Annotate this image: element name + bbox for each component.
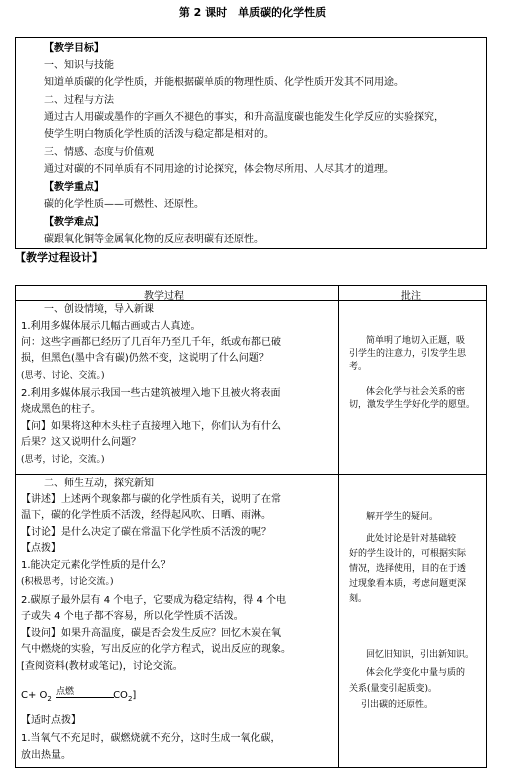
key-points-header: 【教学重点】 <box>44 182 104 193</box>
s2-line-9: 【设问】如果升高温度，碳是否会发生反应？回忆木炭在氧 <box>21 628 281 639</box>
s1-note-1: 简单明了地切入正题，吸 <box>366 336 466 346</box>
s2-line-14: 放出热量。 <box>21 750 71 761</box>
s2-note-3: 好的学生设计的，可根据实际 <box>349 549 467 559</box>
objectives-header: 【教学目标】 <box>44 43 104 54</box>
equation-condition: 点燃 <box>56 687 75 697</box>
process-method-text-1: 通过古人用碳或墨作的字画久不褪色的事实，和升高温度碳也能发生化学反应的实验探究， <box>44 112 444 123</box>
emotion-title: 三、情感、态度与价值观 <box>44 147 154 158</box>
s1-line-9: (思考，讨论，交流。) <box>21 455 105 465</box>
process-section-title: 【教学过程设计】 <box>15 251 103 264</box>
s2-line-11: [查阅资料(教材或笔记)，讨论交流。 <box>21 661 183 672</box>
s1-title: 一、创设情境，导入新课 <box>44 304 154 315</box>
s1-note-2: 引学生的注意力，引发学生思 <box>349 349 467 359</box>
s2-line-6: (积极思考，讨论交流。) <box>21 577 114 587</box>
knowledge-title: 一、知识与技能 <box>44 60 114 71</box>
s1-line-5: 2.利用多媒体展示我国一些古建筑被埋入地下且被火将表面 <box>21 388 281 399</box>
s1-line-8: 后果？这又说明什么问题？ <box>21 437 141 448</box>
difficulty-header: 【教学难点】 <box>44 217 104 228</box>
s2-note-6: 刻。 <box>349 594 368 604</box>
s1-line-6: 烧成黑色的柱子。 <box>21 404 101 415</box>
s2-note-10: 引出碳的还原性。 <box>361 700 434 710</box>
s2-line-8: 子或失 4 个电子都不容易，所以化学性质不活泼。 <box>21 611 244 622</box>
equation-right: CO <box>113 690 128 701</box>
section-divider <box>16 474 486 475</box>
s2-line-7: 2.碳原子最外层有 4 个电子，它要成为稳定结构，得 4 个电 <box>21 595 286 606</box>
emotion-text: 通过对碳的不同单质有不同用途的讨论探究，体会物尽所用、人尽其才的道理。 <box>44 164 394 175</box>
s1-line-2: 问：这些字画都已经历了几百年乃至几千年，纸或布都已破 <box>21 337 281 348</box>
s2-line-13: 1.当氧气不充足时，碳燃烧就不充分，这时生成一氧化碳， <box>21 733 281 744</box>
key-points-text: 碳的化学性质——可燃性、还原性。 <box>44 199 204 210</box>
s2-line-12: 【适时点拨】 <box>21 715 81 726</box>
s2-note-9: 关系(量变引起质变)。 <box>349 684 438 694</box>
s1-note-5: 切，激发学生学好化学的愿望。 <box>349 400 476 410</box>
s2-line-1: 【讲述】上述两个现象都与碳的化学性质有关，说明了在常 <box>21 494 281 505</box>
column-header-process: 教学过程 <box>144 291 184 302</box>
process-method-title: 二、过程与方法 <box>44 95 114 106</box>
s1-note-4: 体会化学与社会关系的密 <box>366 387 466 397</box>
difficulty-text: 碳跟氧化铜等金属氧化物的反应表明碳有还原性。 <box>44 234 264 245</box>
equation-left: C+ O <box>21 690 48 701</box>
s2-note-8: 体会化学变化中量与质的 <box>366 668 466 678</box>
s2-line-2: 温下，碳的化学性质不活泼，经得起风吹、日晒、雨淋。 <box>21 510 271 521</box>
s1-note-3: 考。 <box>349 362 368 372</box>
s2-line-3: 【讨论】是什么决定了碳在常温下化学性质不活泼的呢？ <box>21 527 271 538</box>
s2-note-5: 过现象看本质，考虑问题更深 <box>349 579 467 589</box>
s1-line-1: 1.利用多媒体展示几幅古画或古人真迹。 <box>21 321 201 332</box>
s1-line-3: 损，但黑色(墨中含有碳)仍然不变，这说明了什么问题？ <box>21 353 269 364</box>
s2-note-1: 解开学生的疑问。 <box>366 512 439 522</box>
s2-note-7: 回忆旧知识，引出新知识。 <box>366 650 475 660</box>
chemical-equation <box>21 690 136 703</box>
s2-note-4: 情况，选择使用，目的在于透 <box>349 564 467 574</box>
equation-left-subscript: 2 <box>47 695 52 703</box>
process-method-text-2: 使学生明白物质化学性质的活泼与稳定都是相对的。 <box>44 129 274 140</box>
s2-line-4: 【点拨】 <box>21 543 61 554</box>
process-table <box>15 285 487 768</box>
equation-right-subscript: 2 <box>127 695 133 703</box>
objectives-box <box>15 37 487 249</box>
column-divider <box>338 286 339 767</box>
page-title: 第 2 课时 单质碳的化学性质 <box>178 6 327 19</box>
equation-close: ] <box>132 690 137 701</box>
s2-title: 二、师生互动，探究新知 <box>44 478 154 489</box>
knowledge-text: 知道单质碳的化学性质，并能根据碳单质的物理性质、化学性质开发其不同用途。 <box>44 77 404 88</box>
s2-note-2: 此处讨论是针对基础较 <box>366 534 457 544</box>
s1-line-7: 【问】如果将这种木头柱子直接埋入地下，你们认为有什么 <box>21 421 281 432</box>
s2-line-5: 1.能决定元素化学性质的是什么？ <box>21 560 171 571</box>
column-header-notes: 批注 <box>401 291 421 302</box>
s1-line-4: (思考、讨论、交流。) <box>21 371 105 381</box>
s2-line-10: 气中燃烧的实验，写出反应的化学方程式，说出反应的现象。 <box>21 644 291 655</box>
